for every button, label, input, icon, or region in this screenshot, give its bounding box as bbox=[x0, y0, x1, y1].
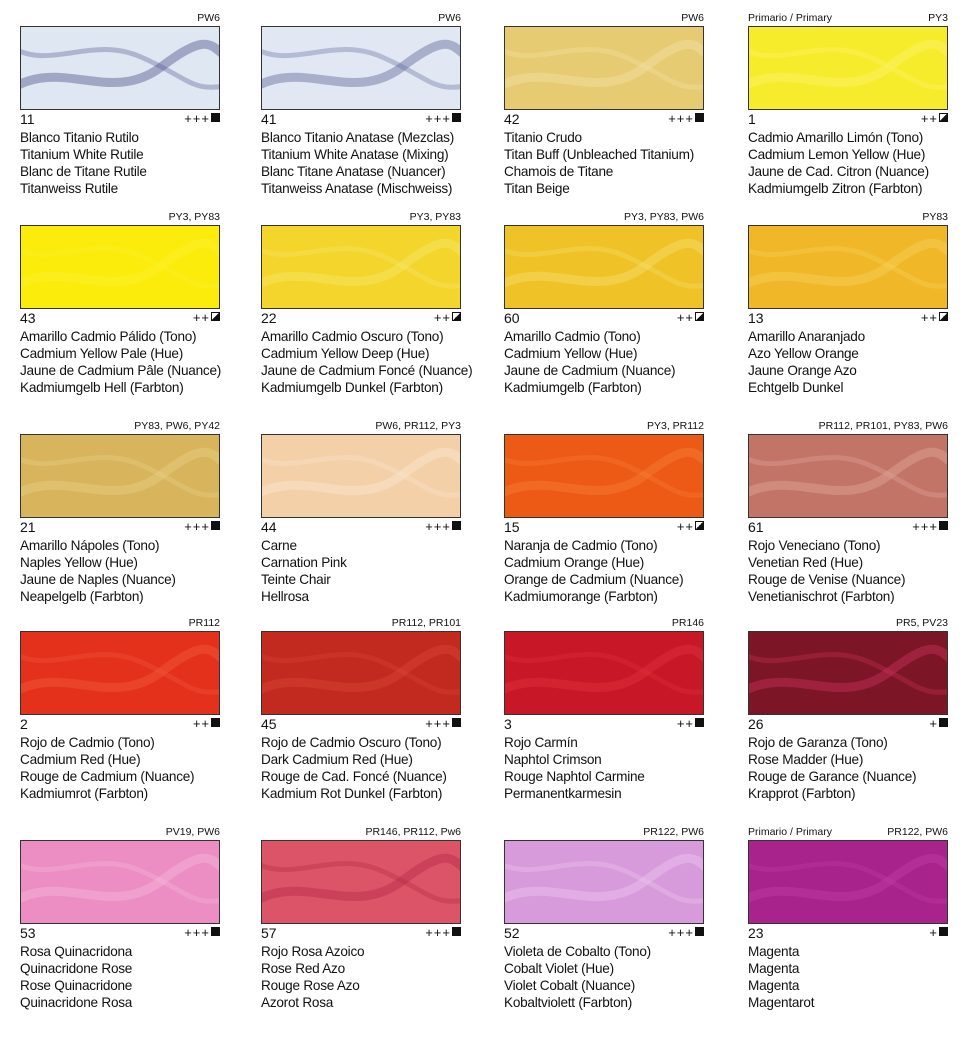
color-name-line: Blanco Titanio Rutilo bbox=[20, 130, 139, 145]
card-header bbox=[748, 12, 948, 26]
color-name-line: Venetianischrot (Farbton) bbox=[748, 589, 895, 604]
opacity-square-icon bbox=[695, 113, 704, 122]
color-number: 21 bbox=[20, 519, 36, 535]
color-name-line: Azorot Rosa bbox=[261, 995, 334, 1010]
color-card bbox=[261, 617, 461, 802]
paint-stroke-texture bbox=[21, 226, 219, 308]
pigment-codes: PW6 bbox=[681, 12, 704, 24]
color-number: 57 bbox=[261, 925, 277, 941]
color-swatch bbox=[748, 26, 948, 110]
color-name-line: Violeta de Cobalto (Tono) bbox=[504, 944, 651, 959]
lightfastness-rating bbox=[425, 717, 461, 730]
color-name-line: Titan Buff (Unbleached Titanium) bbox=[504, 147, 694, 162]
color-names bbox=[20, 537, 220, 605]
color-swatch bbox=[504, 225, 704, 309]
lightfastness-rating bbox=[425, 520, 461, 533]
card-header bbox=[504, 12, 704, 26]
color-name-line: Rose Madder (Hue) bbox=[748, 752, 864, 767]
card-header bbox=[20, 12, 220, 26]
paint-stroke-texture bbox=[749, 435, 947, 517]
color-name-line: Krapprot (Farbton) bbox=[748, 786, 856, 801]
paint-stroke-texture bbox=[749, 632, 947, 714]
opacity-square-icon bbox=[211, 718, 220, 727]
color-name-line: Magentarot bbox=[748, 995, 815, 1010]
color-name-line: Jaune de Cadmium Pâle (Nuance) bbox=[20, 363, 222, 378]
color-names bbox=[20, 129, 220, 197]
color-name-line: Cobalt Violet (Hue) bbox=[504, 961, 614, 976]
color-name-line: Blanco Titanio Anatase (Mezclas) bbox=[261, 130, 454, 145]
color-name-line: Rojo de Cadmio (Tono) bbox=[20, 735, 155, 750]
paint-stroke-texture bbox=[749, 841, 947, 923]
color-name-line: Amarillo Cadmio Pálido (Tono) bbox=[20, 329, 197, 344]
rating-plus: ++ bbox=[676, 519, 694, 534]
pigment-codes: PR5, PV23 bbox=[896, 617, 948, 629]
pigment-codes: PW6 bbox=[197, 12, 220, 24]
primary-label: Primario / Primary bbox=[748, 826, 833, 838]
color-name-line: Jaune de Cad. Citron (Nuance) bbox=[748, 164, 929, 179]
color-swatch bbox=[748, 225, 948, 309]
color-name-line: Magenta bbox=[748, 978, 800, 993]
color-number: 11 bbox=[20, 111, 35, 127]
color-name-line: Cadmium Orange (Hue) bbox=[504, 555, 645, 570]
color-swatch bbox=[504, 631, 704, 715]
color-name-line: Permanentkarmesin bbox=[504, 786, 622, 801]
color-names bbox=[748, 328, 948, 396]
color-name-line: Quinacridone Rosa bbox=[20, 995, 133, 1010]
pigment-codes: PY83 bbox=[922, 211, 948, 223]
rating-plus: ++ bbox=[192, 310, 210, 325]
color-names bbox=[261, 328, 473, 396]
color-name-line: Carnation Pink bbox=[261, 555, 347, 570]
color-name-line: Rouge de Cadmium (Nuance) bbox=[20, 769, 195, 784]
color-swatch bbox=[748, 434, 948, 518]
color-name-line: Jaune de Naples (Nuance) bbox=[20, 572, 176, 587]
color-name-line: Titanweiss Anatase (Mischweiss) bbox=[261, 181, 453, 196]
opacity-square-icon bbox=[939, 312, 948, 321]
color-swatch bbox=[748, 840, 948, 924]
lightfastness-rating bbox=[193, 717, 220, 730]
lightfastness-rating bbox=[929, 717, 948, 730]
rating-plus: ++ bbox=[920, 111, 938, 126]
color-number: 52 bbox=[504, 925, 520, 941]
card-header bbox=[504, 420, 704, 434]
lightfastness-rating bbox=[677, 520, 704, 533]
color-swatch bbox=[20, 26, 220, 110]
color-swatch bbox=[20, 631, 220, 715]
opacity-square-icon bbox=[452, 718, 461, 727]
opacity-square-icon bbox=[452, 113, 461, 122]
opacity-square-icon bbox=[452, 927, 461, 936]
color-swatch bbox=[261, 631, 461, 715]
lightfastness-rating bbox=[434, 311, 461, 324]
color-name-line: Echtgelb Dunkel bbox=[748, 380, 844, 395]
color-names bbox=[504, 734, 704, 802]
color-card bbox=[261, 826, 461, 1011]
color-number: 43 bbox=[20, 310, 36, 326]
primary-label: Primario / Primary bbox=[748, 12, 833, 24]
card-header bbox=[748, 211, 948, 225]
card-header bbox=[261, 617, 461, 631]
color-name-line: Venetian Red (Hue) bbox=[748, 555, 863, 570]
color-names bbox=[20, 943, 220, 1011]
color-name-line: Rosa Quinacridona bbox=[20, 944, 133, 959]
paint-stroke-texture bbox=[262, 841, 460, 923]
color-name-line: Jaune de Cadmium Foncé (Nuance) bbox=[261, 363, 473, 378]
color-number: 53 bbox=[20, 925, 36, 941]
color-name-line: Titan Beige bbox=[504, 181, 570, 196]
paint-stroke-texture bbox=[505, 632, 703, 714]
color-name-line: Jaune Orange Azo bbox=[748, 363, 857, 378]
card-header bbox=[20, 211, 220, 225]
card-header bbox=[504, 617, 704, 631]
opacity-square-icon bbox=[939, 521, 948, 530]
color-swatch bbox=[504, 26, 704, 110]
card-header bbox=[20, 826, 220, 840]
rating-plus: + bbox=[929, 925, 938, 940]
color-name-line: Rojo de Garanza (Tono) bbox=[748, 735, 888, 750]
color-number: 42 bbox=[504, 111, 520, 127]
pigment-codes: PR146 bbox=[671, 617, 704, 629]
color-name-line: Kadmiumgelb (Farbton) bbox=[504, 380, 642, 395]
color-name-line: Cadmio Amarillo Limón (Tono) bbox=[748, 130, 924, 145]
lightfastness-rating bbox=[184, 520, 220, 533]
rating-plus: +++ bbox=[184, 111, 210, 126]
color-swatch bbox=[748, 631, 948, 715]
color-card bbox=[748, 617, 948, 802]
color-name-line: Chamois de Titane bbox=[504, 164, 614, 179]
color-number: 1 bbox=[748, 111, 756, 127]
rating-plus: +++ bbox=[425, 925, 451, 940]
paint-stroke-texture bbox=[749, 226, 947, 308]
opacity-square-icon bbox=[211, 927, 220, 936]
color-names bbox=[20, 328, 220, 396]
lightfastness-rating bbox=[912, 520, 948, 533]
color-card bbox=[748, 12, 948, 197]
paint-stroke-texture bbox=[21, 435, 219, 517]
color-number: 41 bbox=[261, 111, 277, 127]
color-swatch bbox=[20, 434, 220, 518]
paint-stroke-texture bbox=[262, 435, 460, 517]
rating-plus: +++ bbox=[184, 925, 210, 940]
paint-stroke-texture bbox=[505, 435, 703, 517]
rating-plus: ++ bbox=[676, 716, 694, 731]
color-name-line: Kobaltviolett (Farbton) bbox=[504, 995, 632, 1010]
color-name-line: Amarillo Anaranjado bbox=[748, 329, 865, 344]
color-name-line: Orange de Cadmium (Nuance) bbox=[504, 572, 684, 587]
color-names bbox=[748, 537, 948, 605]
color-number: 23 bbox=[748, 925, 764, 941]
color-swatch bbox=[20, 840, 220, 924]
lightfastness-rating bbox=[668, 112, 704, 125]
paint-stroke-texture bbox=[262, 632, 460, 714]
lightfastness-rating bbox=[425, 926, 461, 939]
color-card bbox=[504, 12, 704, 197]
opacity-square-icon bbox=[695, 718, 704, 727]
color-name-line: Rojo Rosa Azoico bbox=[261, 944, 365, 959]
color-names bbox=[748, 129, 948, 197]
color-swatch bbox=[261, 26, 461, 110]
lightfastness-rating bbox=[677, 717, 704, 730]
color-name-line: Kadmiumgelb Zitron (Farbton) bbox=[748, 181, 923, 196]
color-card bbox=[504, 617, 704, 802]
color-name-line: Violet Cobalt (Nuance) bbox=[504, 978, 636, 993]
color-card bbox=[20, 12, 220, 197]
color-card bbox=[20, 826, 220, 1011]
color-name-line: Rouge de Venise (Nuance) bbox=[748, 572, 906, 587]
opacity-square-icon bbox=[452, 521, 461, 530]
pigment-codes: PR112, PR101, PY83, PW6 bbox=[818, 420, 948, 432]
color-name-line: Hellrosa bbox=[261, 589, 309, 604]
color-number: 60 bbox=[504, 310, 520, 326]
pigment-codes: PR112, PR101 bbox=[391, 617, 461, 629]
pigment-codes: PR122, PW6 bbox=[887, 826, 948, 838]
color-name-line: Rouge de Garance (Nuance) bbox=[748, 769, 917, 784]
color-name-line: Amarillo Cadmio Oscuro (Tono) bbox=[261, 329, 444, 344]
card-header bbox=[748, 420, 948, 434]
color-number: 26 bbox=[748, 716, 764, 732]
pigment-codes: PW6 bbox=[438, 12, 461, 24]
rating-plus: +++ bbox=[184, 519, 210, 534]
color-name-line: Kadmiumorange (Farbton) bbox=[504, 589, 658, 604]
color-name-line: Carne bbox=[261, 538, 297, 553]
color-names bbox=[20, 734, 220, 802]
color-name-line: Titanweiss Rutile bbox=[20, 181, 118, 196]
card-header bbox=[261, 12, 461, 26]
color-name-line: Cadmium Yellow Pale (Hue) bbox=[20, 346, 183, 361]
color-card bbox=[261, 12, 461, 197]
card-header bbox=[20, 420, 220, 434]
opacity-square-icon bbox=[695, 927, 704, 936]
lightfastness-rating bbox=[921, 311, 948, 324]
color-number: 3 bbox=[504, 716, 512, 732]
color-number: 15 bbox=[504, 519, 520, 535]
lightfastness-rating bbox=[929, 926, 948, 939]
card-header bbox=[20, 617, 220, 631]
rating-plus: ++ bbox=[192, 716, 210, 731]
color-name-line: Rouge de Cad. Foncé (Nuance) bbox=[261, 769, 447, 784]
paint-stroke-texture bbox=[21, 841, 219, 923]
card-header bbox=[261, 826, 461, 840]
color-names bbox=[748, 943, 948, 1011]
color-name-line: Rouge Rose Azo bbox=[261, 978, 360, 993]
lightfastness-rating bbox=[677, 311, 704, 324]
card-header bbox=[748, 617, 948, 631]
color-name-line: Azo Yellow Orange bbox=[748, 346, 859, 361]
color-name-line: Cadmium Yellow Deep (Hue) bbox=[261, 346, 430, 361]
pigment-codes: PY83, PW6, PY42 bbox=[134, 420, 220, 432]
rating-plus: + bbox=[929, 716, 938, 731]
color-card bbox=[748, 826, 948, 1011]
lightfastness-rating bbox=[425, 112, 461, 125]
pigment-codes: PY3, PY83, PW6 bbox=[624, 211, 704, 223]
color-name-line: Naphtol Crimson bbox=[504, 752, 602, 767]
color-name-line: Cadmium Lemon Yellow (Hue) bbox=[748, 147, 926, 162]
color-number: 45 bbox=[261, 716, 277, 732]
pigment-codes: PR122, PW6 bbox=[643, 826, 704, 838]
color-number: 13 bbox=[748, 310, 764, 326]
card-header bbox=[748, 826, 948, 840]
color-swatch bbox=[504, 840, 704, 924]
color-name-line: Jaune de Cadmium (Nuance) bbox=[504, 363, 676, 378]
paint-stroke-texture bbox=[505, 226, 703, 308]
color-name-line: Kadmium Rot Dunkel (Farbton) bbox=[261, 786, 443, 801]
color-name-line: Titanium White Anatase (Mixing) bbox=[261, 147, 449, 162]
rating-plus: ++ bbox=[920, 310, 938, 325]
paint-stroke-texture bbox=[505, 27, 703, 109]
color-name-line: Titanio Crudo bbox=[504, 130, 582, 145]
pigment-codes: PR146, PR112, Pw6 bbox=[365, 826, 461, 838]
color-number: 22 bbox=[261, 310, 277, 326]
color-names bbox=[261, 943, 461, 1011]
paint-stroke-texture bbox=[749, 27, 947, 109]
paint-stroke-texture bbox=[262, 27, 460, 109]
color-card bbox=[20, 420, 220, 605]
color-card bbox=[504, 826, 704, 1011]
color-name-line: Rojo Veneciano (Tono) bbox=[748, 538, 881, 553]
color-name-line: Rojo de Cadmio Oscuro (Tono) bbox=[261, 735, 442, 750]
color-name-line: Blanc Titane Anatase (Nuancer) bbox=[261, 164, 446, 179]
opacity-square-icon bbox=[211, 521, 220, 530]
color-name-line: Kadmiumgelb Hell (Farbton) bbox=[20, 380, 184, 395]
lightfastness-rating bbox=[921, 112, 948, 125]
opacity-square-icon bbox=[695, 521, 704, 530]
color-name-line: Quinacridone Rose bbox=[20, 961, 133, 976]
color-name-line: Cadmium Red (Hue) bbox=[20, 752, 141, 767]
paint-stroke-texture bbox=[262, 226, 460, 308]
rating-plus: +++ bbox=[425, 519, 451, 534]
color-name-line: Naranja de Cadmio (Tono) bbox=[504, 538, 658, 553]
color-card bbox=[504, 420, 704, 605]
color-name-line: Teinte Chair bbox=[261, 572, 331, 587]
pigment-codes: PY3, PY83 bbox=[409, 211, 461, 223]
opacity-square-icon bbox=[939, 718, 948, 727]
color-card bbox=[20, 617, 220, 802]
lightfastness-rating bbox=[184, 926, 220, 939]
color-swatch bbox=[261, 225, 461, 309]
color-card bbox=[748, 420, 948, 605]
color-name-line: Titanium White Rutile bbox=[20, 147, 144, 162]
card-header bbox=[504, 211, 704, 225]
pigment-codes: PY3, PY83 bbox=[168, 211, 220, 223]
color-names bbox=[504, 328, 704, 396]
rating-plus: +++ bbox=[425, 716, 451, 731]
color-swatch bbox=[261, 840, 461, 924]
lightfastness-rating bbox=[193, 311, 220, 324]
rating-plus: +++ bbox=[668, 925, 694, 940]
color-number: 44 bbox=[261, 519, 277, 535]
rating-plus: ++ bbox=[676, 310, 694, 325]
color-name-line: Magenta bbox=[748, 961, 800, 976]
color-name-line: Cadmium Yellow (Hue) bbox=[504, 346, 638, 361]
color-card bbox=[261, 211, 473, 396]
color-swatch bbox=[261, 434, 461, 518]
color-name-line: Neapelgelb (Farbton) bbox=[20, 589, 144, 604]
paint-stroke-texture bbox=[505, 841, 703, 923]
color-names bbox=[261, 734, 461, 802]
opacity-square-icon bbox=[211, 312, 220, 321]
color-names bbox=[504, 537, 704, 605]
pigment-codes: PY3 bbox=[928, 12, 948, 24]
card-header bbox=[504, 826, 704, 840]
opacity-square-icon bbox=[939, 113, 948, 122]
color-number: 61 bbox=[748, 519, 764, 535]
color-name-line: Rose Quinacridone bbox=[20, 978, 133, 993]
color-name-line: Dark Cadmium Red (Hue) bbox=[261, 752, 413, 767]
color-name-line: Kadmiumgelb Dunkel (Farbton) bbox=[261, 380, 443, 395]
color-card bbox=[20, 211, 220, 396]
color-name-line: Rouge Naphtol Carmine bbox=[504, 769, 645, 784]
color-name-line: Blanc de Titane Rutile bbox=[20, 164, 147, 179]
color-name-line: Rojo Carmín bbox=[504, 735, 578, 750]
opacity-square-icon bbox=[211, 113, 220, 122]
color-card bbox=[504, 211, 704, 396]
lightfastness-rating bbox=[668, 926, 704, 939]
rating-plus: +++ bbox=[425, 111, 451, 126]
rating-plus: +++ bbox=[912, 519, 938, 534]
color-names bbox=[504, 129, 704, 197]
pigment-codes: PR112 bbox=[188, 617, 220, 629]
rating-plus: ++ bbox=[433, 310, 451, 325]
color-name-line: Naples Yellow (Hue) bbox=[20, 555, 138, 570]
color-name-line: Kadmiumrot (Farbton) bbox=[20, 786, 148, 801]
color-name-line: Magenta bbox=[748, 944, 800, 959]
paint-stroke-texture bbox=[21, 27, 219, 109]
lightfastness-rating bbox=[184, 112, 220, 125]
card-header bbox=[261, 211, 461, 225]
paint-stroke-texture bbox=[21, 632, 219, 714]
color-card bbox=[261, 420, 461, 605]
color-names bbox=[748, 734, 948, 802]
rating-plus: +++ bbox=[668, 111, 694, 126]
pigment-codes: PW6, PR112, PY3 bbox=[375, 420, 461, 432]
color-name-line: Amarillo Cadmio (Tono) bbox=[504, 329, 641, 344]
opacity-square-icon bbox=[695, 312, 704, 321]
color-names bbox=[504, 943, 704, 1011]
color-swatch bbox=[20, 225, 220, 309]
color-name-line: Rose Red Azo bbox=[261, 961, 345, 976]
color-names bbox=[261, 129, 461, 197]
color-number: 2 bbox=[20, 716, 28, 732]
color-card bbox=[748, 211, 948, 396]
opacity-square-icon bbox=[939, 927, 948, 936]
color-name-line: Amarillo Nápoles (Tono) bbox=[20, 538, 160, 553]
color-swatch bbox=[504, 434, 704, 518]
pigment-codes: PV19, PW6 bbox=[165, 826, 220, 838]
card-header bbox=[261, 420, 461, 434]
color-names bbox=[261, 537, 461, 605]
pigment-codes: PY3, PR112 bbox=[646, 420, 704, 432]
opacity-square-icon bbox=[452, 312, 461, 321]
